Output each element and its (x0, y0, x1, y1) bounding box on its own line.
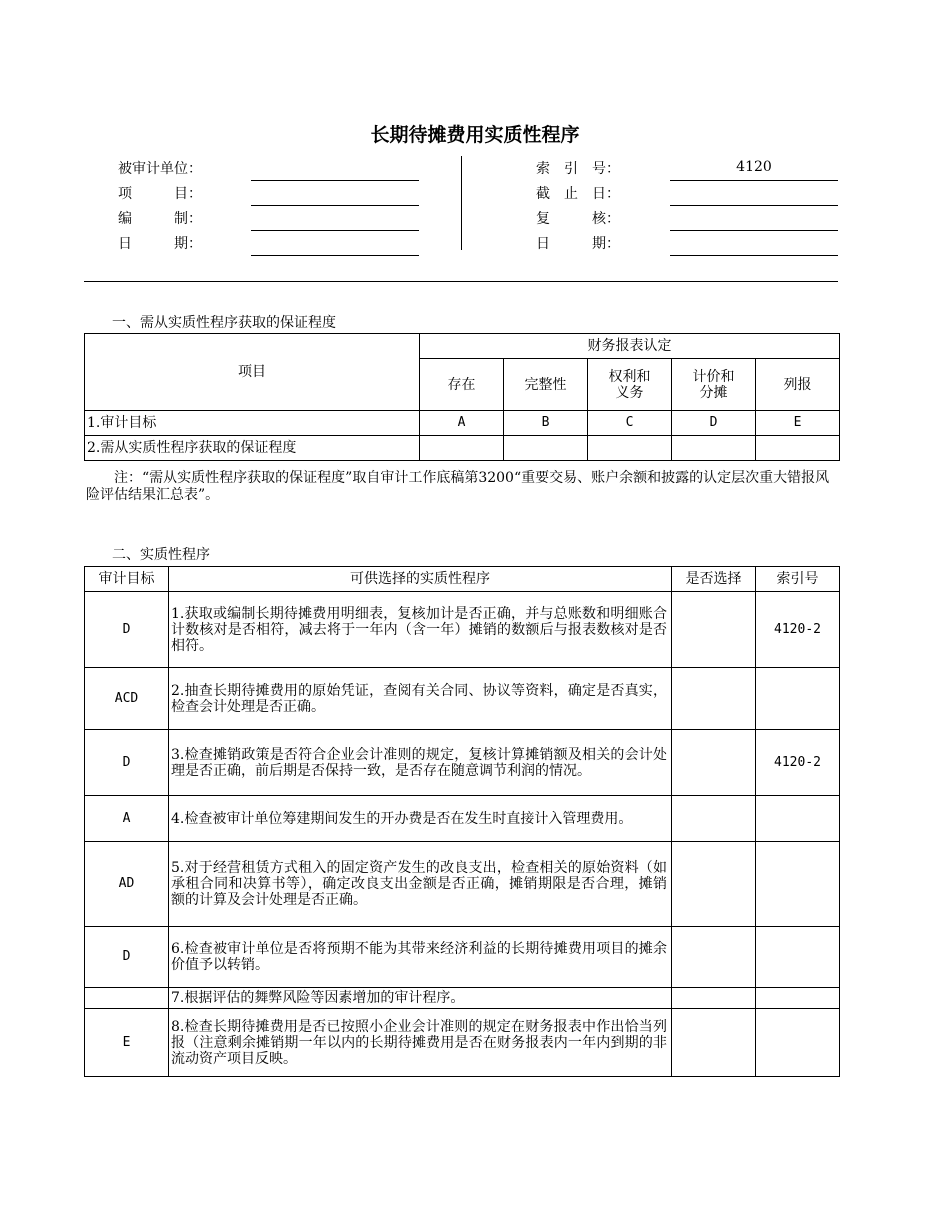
assurance-table (84, 333, 840, 461)
assertions-header: 财务报表认定 (420, 334, 840, 359)
index-cell[interactable] (756, 842, 840, 927)
goal-cell: D (85, 927, 169, 988)
reviewer-field[interactable] (670, 210, 838, 231)
col-procedure: 可供选择的实质性程序 (169, 567, 672, 592)
row-label: 1.审计目标 (85, 411, 420, 436)
table-row (85, 411, 840, 436)
section1-heading: 一、需从实质性程序获取的保证程度 (112, 315, 336, 331)
cell[interactable] (504, 436, 588, 461)
cutoff-date-label: 截 止 日： (536, 186, 620, 202)
col-completeness: 完整性 (504, 359, 588, 411)
procedure-cell: 1.获取或编制长期待摊费用明细表，复核加计是否正确，并与总账数和明细账合计数核对是否相符，减去将于一年内（含一年）摊销的数额后与报表数核对是否相符。 (169, 592, 672, 668)
selected-cell[interactable] (672, 592, 756, 668)
selected-cell[interactable] (672, 796, 756, 842)
procedure-cell: 4.检查被审计单位筹建期间发生的开办费是否在发生时直接计入管理费用。 (169, 796, 672, 842)
cell[interactable] (588, 436, 672, 461)
table-row (85, 796, 840, 842)
cell[interactable] (672, 436, 756, 461)
cell[interactable] (756, 436, 840, 461)
table-row (85, 842, 840, 927)
table-row (85, 668, 840, 730)
index-cell[interactable] (756, 1009, 840, 1077)
auditee-label: 被审计单位： (118, 161, 202, 177)
col-selected: 是否选择 (672, 567, 756, 592)
cutoff-date-field[interactable] (670, 185, 838, 206)
cell[interactable]: C (588, 411, 672, 436)
section2-heading: 二、实质性程序 (112, 547, 210, 563)
prepared-by-field[interactable] (251, 210, 419, 231)
goal-cell: AD (85, 842, 169, 927)
cell[interactable]: A (420, 411, 504, 436)
col-rights: 权利和 义务 (588, 359, 672, 411)
table-row (85, 592, 840, 668)
project-label: 项 目： (118, 186, 202, 202)
index-cell[interactable] (756, 988, 840, 1009)
procedure-cell: 5.对于经营租赁方式租入的固定资产发生的改良支出，检查相关的原始资料（如承租合同和决算书等），确定改良支出金额是否正确，摊销期限是否合理，摊销额的计算及会计处理是否正确。 (169, 842, 672, 927)
procedure-cell: 6.检查被审计单位是否将预期不能为其带来经济利益的长期待摊费用项目的摊余价值予以转销。 (169, 927, 672, 988)
row-label: 2.需从实质性程序获取的保证程度 (85, 436, 420, 461)
index-cell[interactable]: 4120-2 (756, 730, 840, 796)
table-row (85, 1009, 840, 1077)
index-cell[interactable] (756, 927, 840, 988)
selected-cell[interactable] (672, 927, 756, 988)
review-date-field[interactable] (670, 235, 838, 256)
table-row (85, 988, 840, 1009)
selected-cell[interactable] (672, 668, 756, 730)
goal-cell: ACD (85, 668, 169, 730)
index-cell[interactable] (756, 668, 840, 730)
table-row (85, 927, 840, 988)
index-cell[interactable] (756, 796, 840, 842)
goal-cell: E (85, 1009, 169, 1077)
col-presentation: 列报 (756, 359, 840, 411)
procedures-table (84, 566, 840, 1077)
goal-cell: D (85, 730, 169, 796)
col-existence: 存在 (420, 359, 504, 411)
goal-cell (85, 988, 169, 1009)
procedure-cell: 7.根据评估的舞弊风险等因素增加的审计程序。 (169, 988, 672, 1009)
selected-cell[interactable] (672, 988, 756, 1009)
goal-cell: D (85, 592, 169, 668)
auditee-field[interactable] (251, 160, 419, 181)
table-row (85, 436, 840, 461)
item-header: 项目 (85, 334, 420, 411)
prepared-date-field[interactable] (251, 235, 419, 256)
index-no-field[interactable]: 4120 (670, 158, 838, 181)
index-no-label: 索 引 号： (536, 161, 620, 177)
review-date-label: 日 期： (536, 236, 620, 252)
header-rule (84, 281, 838, 282)
cell[interactable]: B (504, 411, 588, 436)
procedure-cell: 3.检查摊销政策是否符合企业会计准则的规定，复核计算摊销额及相关的会计处理是否正确，前后期是否保持一致，是否存在随意调节利润的情况。 (169, 730, 672, 796)
col-audit-goal: 审计目标 (85, 567, 169, 592)
reviewer-label: 复 核： (536, 211, 620, 227)
header-divider (461, 156, 462, 250)
procedure-cell: 8.检查长期待摊费用是否已按照小企业会计准则的规定在财务报表中作出恰当列报（注意剩余摊销期一年以内的长期待摊费用是否在财务报表内一年内到期的非流动资产项目反映。 (169, 1009, 672, 1077)
goal-cell: A (85, 796, 169, 842)
cell[interactable]: D (672, 411, 756, 436)
selected-cell[interactable] (672, 842, 756, 927)
col-valuation: 计价和 分摊 (672, 359, 756, 411)
table-row (85, 730, 840, 796)
cell[interactable] (420, 436, 504, 461)
prepared-date-label: 日 期： (118, 236, 202, 252)
cell[interactable]: E (756, 411, 840, 436)
selected-cell[interactable] (672, 1009, 756, 1077)
page-title: 长期待摊费用实质性程序 (370, 124, 580, 146)
note: 注：“需从实质性程序获取的保证程度”取自审计工作底稿第3200“重要交易、账户余额和披露的认定层次重大错报风险评估结果汇总表”。 (86, 470, 830, 503)
project-field[interactable] (251, 185, 419, 206)
col-index: 索引号 (756, 567, 840, 592)
index-cell[interactable]: 4120-2 (756, 592, 840, 668)
prepared-by-label: 编 制： (118, 211, 202, 227)
selected-cell[interactable] (672, 730, 756, 796)
procedure-cell: 2.抽查长期待摊费用的原始凭证，查阅有关合同、协议等资料，确定是否真实，检查会计处理是否正确。 (169, 668, 672, 730)
